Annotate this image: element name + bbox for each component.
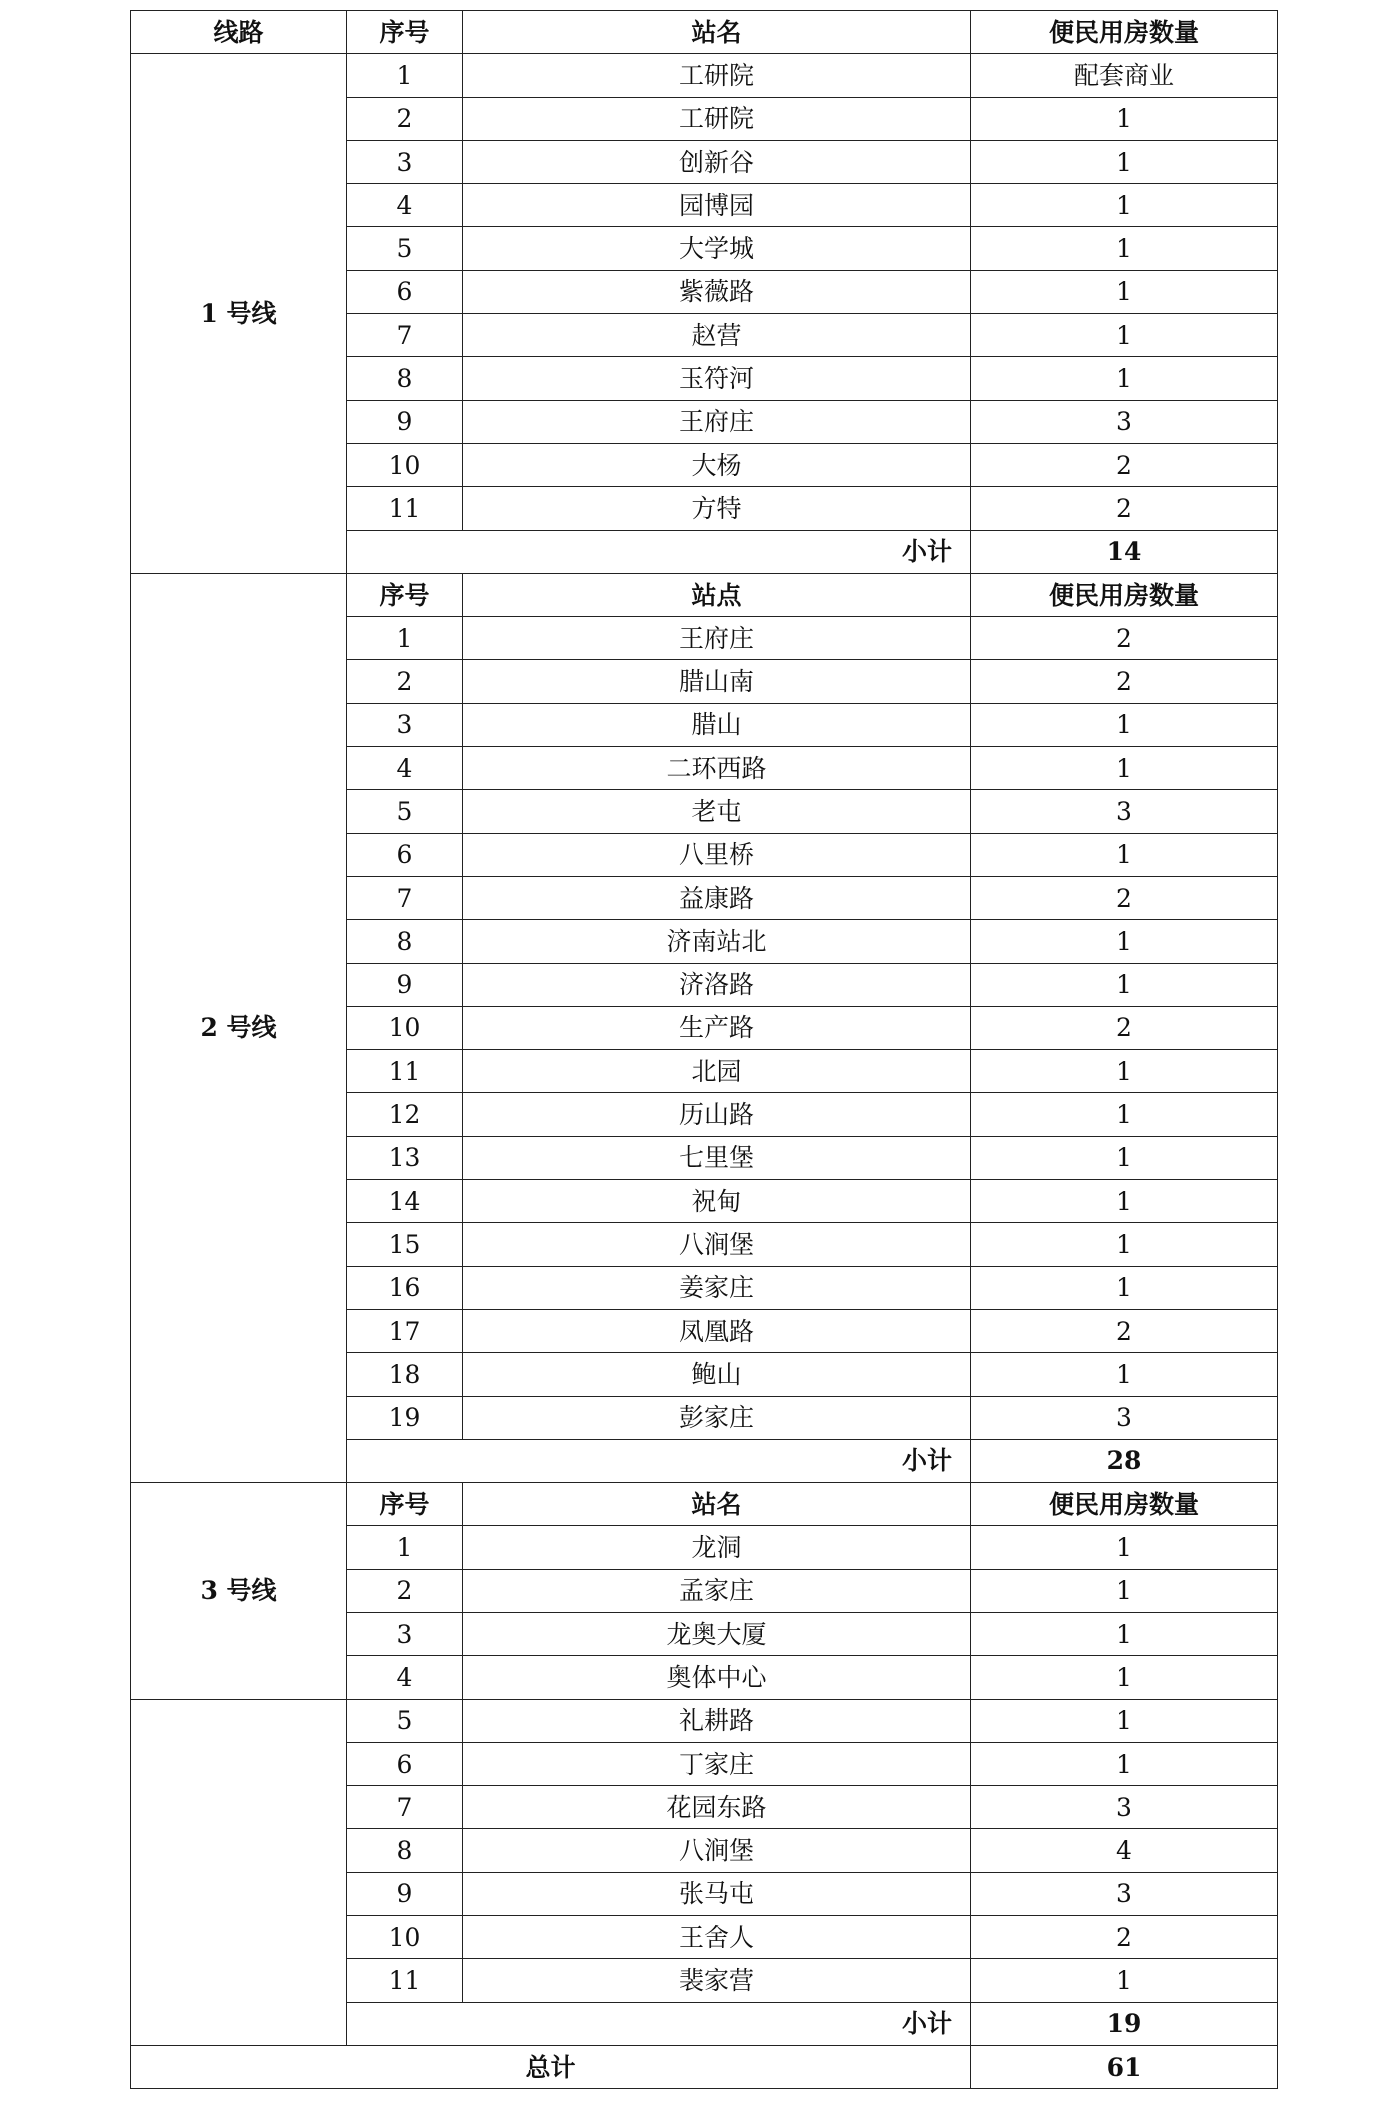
- row-number: 6: [347, 270, 463, 313]
- housing-count: 1: [971, 1569, 1278, 1612]
- header-row: [131, 11, 1278, 54]
- housing-count: 1: [971, 1136, 1278, 1179]
- row-number: 8: [347, 1829, 463, 1872]
- housing-count: 1: [971, 1266, 1278, 1309]
- row-number: 7: [347, 314, 463, 357]
- housing-count: 1: [971, 1959, 1278, 2002]
- station-name: 七里堡: [463, 1136, 971, 1179]
- station-housing-table: [130, 10, 1278, 2089]
- header-no: 序号: [347, 1483, 463, 1526]
- row-number: 10: [347, 1006, 463, 1049]
- station-name: 北园: [463, 1050, 971, 1093]
- station-name: 济南站北: [463, 920, 971, 963]
- housing-count: 1: [971, 703, 1278, 746]
- housing-count: 1: [971, 1223, 1278, 1266]
- station-name: 八里桥: [463, 833, 971, 876]
- station-name: 王府庄: [463, 400, 971, 443]
- housing-count: 2: [971, 1916, 1278, 1959]
- header-no: 序号: [347, 11, 463, 54]
- station-name: 工研院: [463, 97, 971, 140]
- housing-count: 1: [971, 920, 1278, 963]
- header-station: 站名: [463, 1483, 971, 1526]
- station-name: 龙洞: [463, 1526, 971, 1569]
- header-line: 线路: [131, 11, 347, 54]
- housing-count: 1: [971, 1353, 1278, 1396]
- station-name: 方特: [463, 487, 971, 530]
- station-name: 腊山南: [463, 660, 971, 703]
- header-count: 便民用房数量: [971, 573, 1278, 616]
- line-label: 3 号线: [131, 1483, 347, 1699]
- row-number: 16: [347, 1266, 463, 1309]
- housing-count: 1: [971, 357, 1278, 400]
- station-name: 大杨: [463, 443, 971, 486]
- housing-count: 1: [971, 1742, 1278, 1785]
- row-number: 2: [347, 97, 463, 140]
- subtotal-value: 14: [971, 530, 1278, 573]
- housing-count: 2: [971, 1006, 1278, 1049]
- housing-count: 1: [971, 1612, 1278, 1655]
- station-name: 益康路: [463, 876, 971, 919]
- line-label-continued: [131, 1699, 347, 2045]
- station-name: 历山路: [463, 1093, 971, 1136]
- housing-count: 1: [971, 747, 1278, 790]
- station-name: 园博园: [463, 184, 971, 227]
- housing-count: 2: [971, 487, 1278, 530]
- housing-count: 4: [971, 1829, 1278, 1872]
- line-label: 1 号线: [131, 54, 347, 574]
- housing-count: 1: [971, 184, 1278, 227]
- section-header-row: [131, 1483, 1278, 1526]
- station-name: 丁家庄: [463, 1742, 971, 1785]
- row-number: 18: [347, 1353, 463, 1396]
- station-name: 张马屯: [463, 1872, 971, 1915]
- row-number: 7: [347, 1786, 463, 1829]
- row-number: 8: [347, 920, 463, 963]
- housing-count: 1: [971, 1699, 1278, 1742]
- station-name: 八涧堡: [463, 1223, 971, 1266]
- station-name: 老屯: [463, 790, 971, 833]
- station-name: 大学城: [463, 227, 971, 270]
- row-number: 4: [347, 1656, 463, 1699]
- row-number: 9: [347, 1872, 463, 1915]
- housing-count: 3: [971, 400, 1278, 443]
- station-name: 工研院: [463, 54, 971, 97]
- housing-count: 配套商业: [971, 54, 1278, 97]
- row-number: 15: [347, 1223, 463, 1266]
- station-name: 创新谷: [463, 140, 971, 183]
- housing-count: 3: [971, 1872, 1278, 1915]
- row-number: 12: [347, 1093, 463, 1136]
- line-label: 2 号线: [131, 573, 347, 1482]
- header-count: 便民用房数量: [971, 1483, 1278, 1526]
- row-number: 14: [347, 1180, 463, 1223]
- row-number: 11: [347, 487, 463, 530]
- station-name: 彭家庄: [463, 1396, 971, 1439]
- row-number: 6: [347, 1742, 463, 1785]
- row-number: 9: [347, 963, 463, 1006]
- station-name: 紫薇路: [463, 270, 971, 313]
- row-number: 1: [347, 1526, 463, 1569]
- table-row: [131, 1699, 1278, 1742]
- housing-count: 1: [971, 1093, 1278, 1136]
- total-label: 总计: [131, 2045, 971, 2088]
- row-number: 1: [347, 54, 463, 97]
- row-number: 5: [347, 227, 463, 270]
- station-name: 孟家庄: [463, 1569, 971, 1612]
- row-number: 11: [347, 1050, 463, 1093]
- station-name: 姜家庄: [463, 1266, 971, 1309]
- subtotal-value: 28: [971, 1439, 1278, 1482]
- station-name: 赵营: [463, 314, 971, 357]
- row-number: 9: [347, 400, 463, 443]
- housing-count: 2: [971, 1309, 1278, 1352]
- total-row: [131, 2045, 1278, 2088]
- housing-count: 1: [971, 270, 1278, 313]
- housing-count: 1: [971, 1656, 1278, 1699]
- row-number: 2: [347, 1569, 463, 1612]
- housing-count: 1: [971, 97, 1278, 140]
- station-name: 凤凰路: [463, 1309, 971, 1352]
- station-name: 龙奥大厦: [463, 1612, 971, 1655]
- row-number: 11: [347, 1959, 463, 2002]
- housing-count: 1: [971, 140, 1278, 183]
- housing-count: 1: [971, 314, 1278, 357]
- station-name: 玉符河: [463, 357, 971, 400]
- station-name: 王府庄: [463, 617, 971, 660]
- header-count: 便民用房数量: [971, 11, 1278, 54]
- row-number: 8: [347, 357, 463, 400]
- total-value: 61: [971, 2045, 1278, 2088]
- row-number: 17: [347, 1309, 463, 1352]
- station-name: 花园东路: [463, 1786, 971, 1829]
- row-number: 3: [347, 140, 463, 183]
- subtotal-label: 小计: [347, 2002, 971, 2045]
- row-number: 5: [347, 790, 463, 833]
- station-name: 裴家营: [463, 1959, 971, 2002]
- housing-count: 2: [971, 617, 1278, 660]
- housing-count: 1: [971, 963, 1278, 1006]
- row-number: 1: [347, 617, 463, 660]
- station-name: 腊山: [463, 703, 971, 746]
- row-number: 2: [347, 660, 463, 703]
- row-number: 6: [347, 833, 463, 876]
- row-number: 3: [347, 1612, 463, 1655]
- row-number: 3: [347, 703, 463, 746]
- subtotal-label: 小计: [347, 530, 971, 573]
- housing-count: 1: [971, 833, 1278, 876]
- housing-count: 1: [971, 227, 1278, 270]
- row-number: 4: [347, 184, 463, 227]
- row-number: 19: [347, 1396, 463, 1439]
- station-name: 礼耕路: [463, 1699, 971, 1742]
- housing-count: 1: [971, 1526, 1278, 1569]
- station-name: 济洛路: [463, 963, 971, 1006]
- subtotal-label: 小计: [347, 1439, 971, 1482]
- header-no: 序号: [347, 573, 463, 616]
- station-name: 生产路: [463, 1006, 971, 1049]
- row-number: 10: [347, 443, 463, 486]
- row-number: 13: [347, 1136, 463, 1179]
- housing-count: 2: [971, 876, 1278, 919]
- housing-count: 1: [971, 1180, 1278, 1223]
- station-name: 鲍山: [463, 1353, 971, 1396]
- header-station: 站名: [463, 11, 971, 54]
- table-row: [131, 54, 1278, 97]
- housing-count: 3: [971, 790, 1278, 833]
- housing-count: 2: [971, 443, 1278, 486]
- station-name: 八涧堡: [463, 1829, 971, 1872]
- row-number: 10: [347, 1916, 463, 1959]
- station-name: 祝甸: [463, 1180, 971, 1223]
- header-station: 站点: [463, 573, 971, 616]
- housing-count: 3: [971, 1396, 1278, 1439]
- housing-count: 2: [971, 660, 1278, 703]
- station-name: 王舍人: [463, 1916, 971, 1959]
- station-name: 二环西路: [463, 747, 971, 790]
- row-number: 7: [347, 876, 463, 919]
- station-name: 奥体中心: [463, 1656, 971, 1699]
- row-number: 5: [347, 1699, 463, 1742]
- housing-count: 3: [971, 1786, 1278, 1829]
- row-number: 4: [347, 747, 463, 790]
- section-header-row: [131, 573, 1278, 616]
- housing-count: 1: [971, 1050, 1278, 1093]
- subtotal-value: 19: [971, 2002, 1278, 2045]
